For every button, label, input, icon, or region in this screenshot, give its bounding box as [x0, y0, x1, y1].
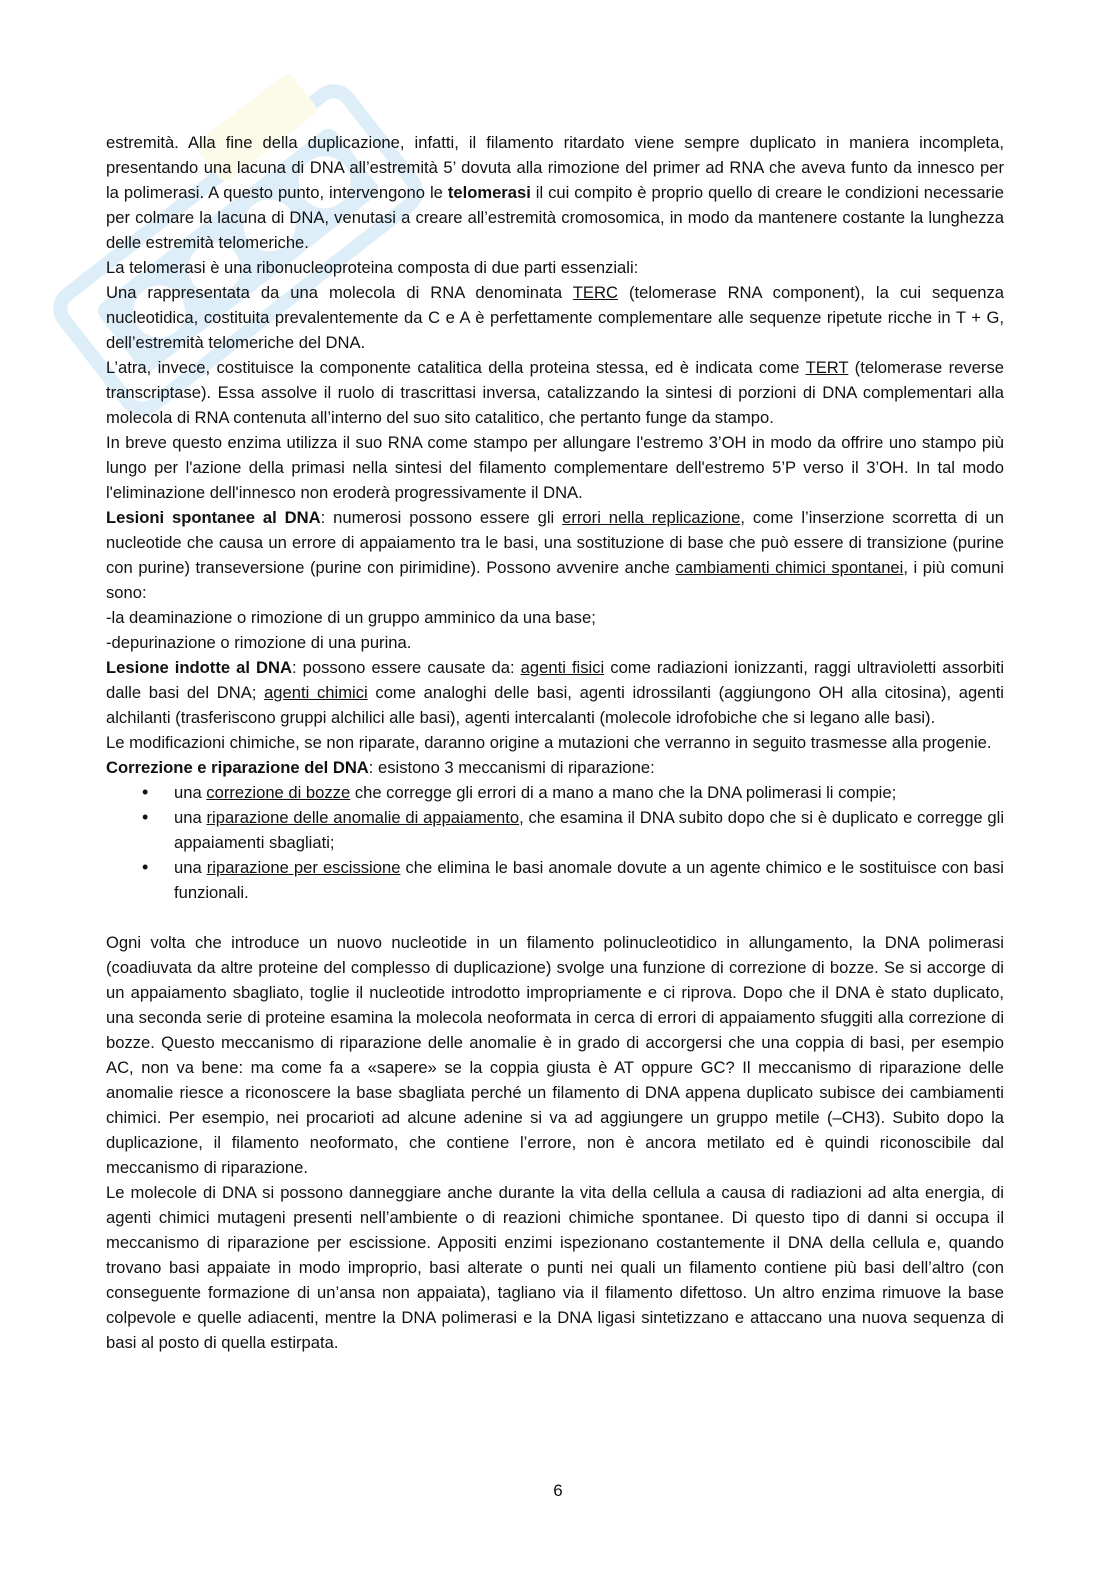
text: una: [174, 808, 207, 827]
section-heading: Lesioni spontanee al DNA: [106, 508, 321, 527]
list-item: [174, 805, 1004, 855]
document-body: [106, 130, 1004, 1355]
text: che corregge gli errori di a mano a mano che la DNA polimerasi li compie;: [350, 783, 897, 802]
list-item: [174, 780, 1004, 805]
section-heading: Lesione indotte al DNA: [106, 658, 292, 677]
text: , che esamina il DNA subito dopo che si è duplicato e corregge gli appaiamenti sbagliati;: [174, 808, 1005, 852]
text: come analoghi delle basi, agenti idrossilanti (aggiungono OH alla citosina), agenti alchilanti (trasferiscono gruppi alchilici alle basi), agenti intercalanti (molecole idrofobiche che si legano alle basi).: [106, 683, 1004, 727]
text: una: [174, 783, 207, 802]
text: estremità. Alla fine della duplicazione, infatti, il filamento ritardato viene sempre duplicato in maniera incompleta, presentando una lacuna di DNA all’estremità 5’ dovuta alla rimozione del primer ad RNA che aveva funto da innesco per la polimerasi. A questo punto, intervengono le: [106, 133, 1004, 202]
underlined-term: agenti chimici: [264, 683, 368, 702]
text: , come l’inserzione scorretta di un nucleotide che causa un errore di appaiamento tra le basi, una sostituzione di base che può essere di transizione (purine con purine) transeversione (purine con pirimidine). Possono avvenire anche: [106, 508, 1004, 577]
underlined-term: riparazione per escissione: [206, 858, 401, 877]
paragraph: -depurinazione o rimozione di una purina.: [106, 633, 412, 652]
text: (telomerase reverse transcriptase). Essa assolve il ruolo di trascrittasi inversa, catalizzando la sintesi di porzioni di DNA complementari alla molecola di RNA contenuta all’interno del suo sito catalitico, che pertanto funge da stampo.: [106, 358, 1004, 427]
paragraph: [106, 280, 1004, 355]
paragraph: [106, 655, 1004, 730]
text: Una rappresentata da una molecola di RNA denominata: [106, 283, 573, 302]
page-number: 6: [553, 1481, 563, 1500]
paragraph: Le modificazioni chimiche, se non riparate, daranno origine a mutazioni che verranno in seguito trasmesse alla progenie.: [106, 733, 992, 752]
paragraph: La telomerasi è una ribonucleoproteina composta di due parti essenziali:: [106, 258, 639, 277]
text: : numerosi possono essere gli: [320, 508, 563, 527]
text: il cui compito è proprio quello di creare le condizioni necessarie per colmare la lacuna di DNA, venutasi a creare all’estremità cromosomica, in modo da mantenere costante la lunghezza delle estremità telomeriche.: [106, 183, 1004, 252]
paragraph: [106, 755, 1004, 780]
text: , i più comuni sono:: [106, 558, 1004, 602]
paragraph: [106, 130, 1004, 255]
text: : esistono 3 meccanismi di riparazione:: [368, 758, 655, 777]
paragraph: Le molecole di DNA si possono danneggiare anche durante la vita della cellula a causa di radiazioni ad alta energia, di agenti chimici mutageni presenti nell’ambiente o di reazioni chimiche spontanee. Di questo tipo di danni si occupa il meccanismo di riparazione per escissione. Appositi enzimi ispezionano costantemente il DNA della cellula e, quando trovano basi appaiate in modo improprio, basi alterate o punti nei quali un filamento contiene più basi dell’altro (con conseguente formazione di un’ansa non appaiata), tagliano via il filamento difettoso. Un altro enzima rimuove la base colpevole e quelle adiacenti, mentre la DNA polimerasi e la DNA ligasi sintetizzano e attaccano una nuova sequenza di basi al posto di quella estirpata.: [106, 1183, 1004, 1352]
underlined-term: agenti fisici: [520, 658, 605, 677]
text: L’atra, invece, costituisce la componente catalitica della proteina stessa, ed è indicata come: [106, 358, 806, 377]
underlined-term: errori nella replicazione: [562, 508, 741, 527]
paragraph: -la deaminazione o rimozione di un gruppo amminico da una base;: [106, 608, 596, 627]
paragraph: [106, 355, 1004, 430]
list-item: [174, 855, 1004, 905]
underlined-term: TERT: [805, 358, 849, 377]
paragraph: Ogni volta che introduce un nuovo nucleotide in un filamento polinucleotidico in allungamento, la DNA polimerasi (coadiuvata da altre proteine del complesso di duplicazione) svolge una funzione di correzione di bozze. Se si accorge di un appaiamento sbagliato, toglie il nucleotide introdotto impropriamente e ci riprova. Dopo che il DNA è stato duplicato, una seconda serie di proteine esamina la molecola neoformata in cerca di errori di appaiamento sfuggiti alla correzione di bozze. Questo meccanismo di riparazione delle anomalie è in grado di accorgersi che una coppia di basi, per esempio AC, non va bene: ma come fa a «sapere» se la coppia giusta è AT oppure GC? Il meccanismo di riparazione delle anomalie riesce a riconoscere la base sbagliata perché un filamento di DNA appena duplicato subisce dei cambiamenti chimici. Per esempio, nei procarioti ad alcune adenine si va ad aggiungere un gruppo metile (–CH3). Subito dopo la duplicazione, il filamento neoformato, che contiene l’errore, non è ancora metilato ed è quindi riconoscibile dal meccanismo di riparazione.: [106, 933, 1004, 1177]
underlined-term: TERC: [572, 283, 618, 302]
underlined-term: correzione di bozze: [206, 783, 351, 802]
text: che elimina le basi anomale dovute a un agente chimico e le sostituisce con basi funzionali.: [174, 858, 1004, 902]
text: (telomerase RNA component), la cui sequenza nucleotidica, costituita prevalentemente da C e A è perfettamente complementare alle sequenze ripetute ricche in T + G, dell’estremità telomeriche del DNA.: [106, 283, 1004, 352]
text: come radiazioni ionizzanti, raggi ultravioletti assorbiti dalle basi del DNA;: [106, 658, 1005, 702]
text: : possono essere causate da:: [292, 658, 521, 677]
text: una: [174, 858, 207, 877]
underlined-term: riparazione delle anomalie di appaiamento: [206, 808, 520, 827]
bold-term: telomerasi: [447, 183, 531, 202]
spacer: [106, 905, 1004, 930]
paragraph: [106, 505, 1004, 605]
paragraph: In breve questo enzima utilizza il suo RNA come stampo per allungare l'estremo 3’OH in modo da offrire uno stampo più lungo per l'azione della primasi nella sintesi del filamento complementare dell'estremo 5’P verso il 3’OH. In tal modo l'eliminazione dell'innesco non eroderà progressivamente il DNA.: [106, 433, 1004, 502]
repair-mechanisms-list: [106, 780, 1004, 905]
section-heading: Correzione e riparazione del DNA: [106, 758, 369, 777]
underlined-term: cambiamenti chimici spontanei: [675, 558, 904, 577]
